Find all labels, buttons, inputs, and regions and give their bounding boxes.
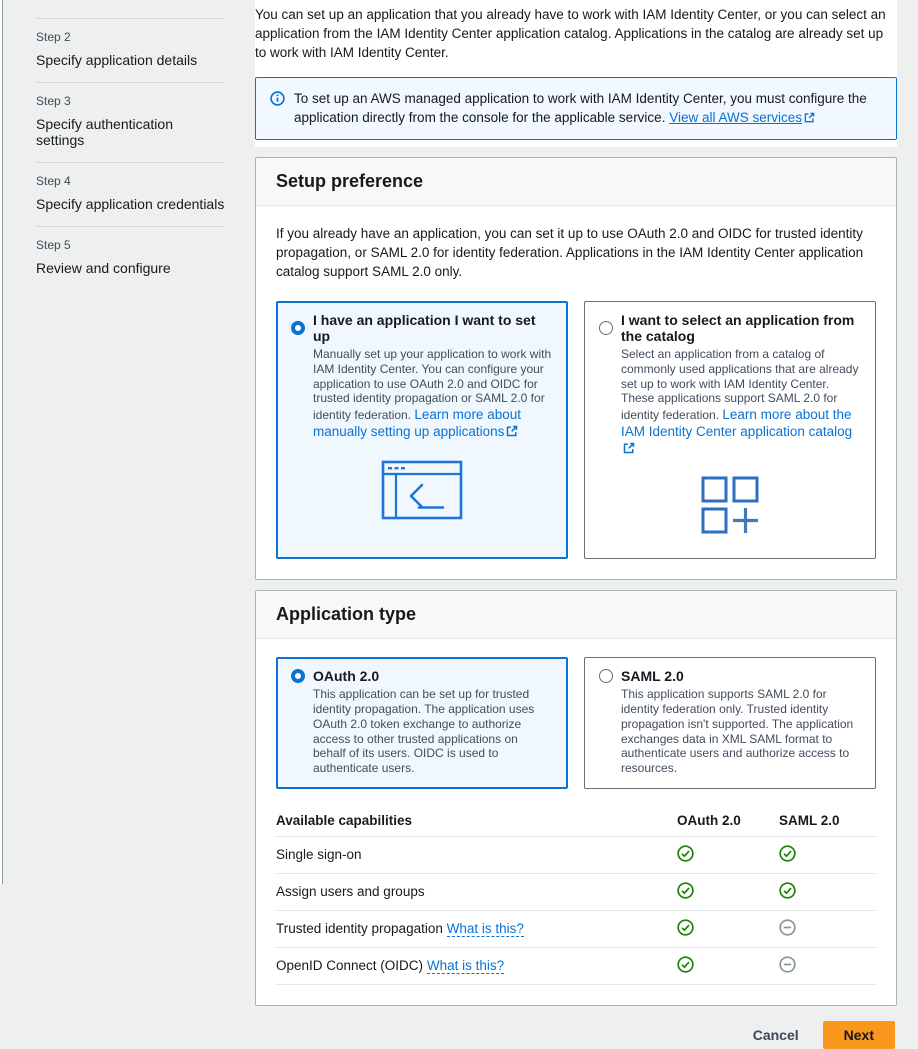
alert-text: To set up an AWS managed application to work with IAM Identity Center, you must configure the application directly from the console for the applicable service. <box>294 91 867 125</box>
check-circle-icon <box>677 919 694 939</box>
dash-circle-icon <box>779 919 796 939</box>
option-label: I have an application I want to set up <box>313 312 536 344</box>
option-label: I want to select an application from the catalog <box>621 312 855 344</box>
tile-head <box>291 668 553 684</box>
saml-support-cell <box>779 919 876 939</box>
table-row <box>276 948 876 985</box>
catalog-add-application-icon <box>691 472 769 542</box>
column-header-capabilities: Available capabilities <box>276 812 413 828</box>
sidebar-item-specify-application-details[interactable]: Specify application details <box>36 52 198 68</box>
wizard-steps-nav <box>4 0 255 1049</box>
intro-paragraph: You can set up an application that you already have to work with IAM Identity Center, or you can select an application from the IAM Identity Center application catalog. Applications in the catalog are already set up to work with IAM Identity Center. <box>255 7 886 60</box>
application-type-card <box>255 590 897 1006</box>
oauth-support-cell <box>677 919 779 939</box>
saml-support-cell <box>779 845 876 865</box>
option-tile-saml2[interactable] <box>584 657 876 789</box>
tile-head <box>291 312 553 344</box>
column-header-oauth: OAuth 2.0 <box>677 812 741 828</box>
panel-edge-divider <box>0 0 3 884</box>
oauth-support-cell <box>677 956 779 976</box>
what-is-this-link[interactable]: What is this? <box>426 958 505 974</box>
external-link-icon <box>804 109 815 128</box>
application-type-title: Application type <box>276 604 417 625</box>
check-circle-icon <box>677 845 694 865</box>
radio-unselected-icon[interactable] <box>599 669 613 683</box>
check-circle-icon <box>779 882 796 902</box>
option-tile-oauth2[interactable] <box>276 657 568 789</box>
column-header-saml: SAML 2.0 <box>779 812 840 828</box>
info-alert <box>255 77 897 140</box>
oauth-support-cell <box>677 882 779 902</box>
learn-more-manual-setup-link[interactable]: Learn more about manually setting up applications <box>313 407 521 440</box>
oauth-support-cell <box>677 845 779 865</box>
setup-preference-body <box>256 206 896 579</box>
learn-more-catalog-link[interactable]: Learn more about the IAM Identity Center application catalog <box>621 407 852 456</box>
dash-circle-icon <box>779 956 796 976</box>
check-circle-icon <box>779 845 796 865</box>
intro-section <box>255 0 897 147</box>
alert-message <box>294 89 882 128</box>
step-number: Step 3 <box>36 94 71 108</box>
view-all-aws-services-link[interactable]: View all AWS services <box>669 110 815 125</box>
setup-preference-header <box>256 158 896 206</box>
setup-preference-options <box>276 301 876 559</box>
sidebar-step-5 <box>36 227 225 290</box>
step-number: Step 4 <box>36 174 71 188</box>
next-button[interactable]: Next <box>823 1021 895 1049</box>
radio-selected-icon[interactable] <box>291 669 305 683</box>
sidebar-step-3 <box>36 83 225 162</box>
saml-support-cell <box>779 882 876 902</box>
sidebar-step-2 <box>36 19 225 82</box>
step-number: Step 2 <box>36 30 71 44</box>
setup-preference-title: Setup preference <box>276 171 424 191</box>
sidebar-item-specify-application-credentials[interactable]: Specify application credentials <box>36 196 225 212</box>
capability-label: Assign users and groups <box>276 884 425 900</box>
option-tile-have-application[interactable] <box>276 301 568 559</box>
what-is-this-link[interactable]: What is this? <box>446 921 524 937</box>
capabilities-table <box>276 805 876 985</box>
option-tile-select-from-catalog[interactable] <box>584 301 876 559</box>
option-label: SAML 2.0 <box>621 668 684 685</box>
option-description: This application can be set up for trusted identity propagation. The application uses OAuth 2.0 token exchange to authorize access to other trusted applications on behalf of its users. OIDC is used to authenticate users. <box>313 687 535 776</box>
tile-head <box>599 312 861 344</box>
option-description: Select an application from a catalog of commonly used applications that are already set up to work with IAM Identity Center. These applications support SAML 2.0 for identity federation. Learn more about the IAM Identity Center application catalog <box>621 347 861 458</box>
option-description: Manually set up your application to work with IAM Identity Center. You can configure your application to use OAuth 2.0 and OIDC for trusted identity propagation or SAML 2.0 for identity federation. Learn more about manually setting up applications <box>313 347 552 440</box>
manual-setup-browser-code-icon <box>377 455 467 525</box>
tile-head <box>599 668 861 684</box>
setup-preference-card <box>255 157 897 580</box>
external-link-icon <box>623 441 635 458</box>
capability-label: Trusted identity propagation What is this? <box>276 921 524 937</box>
sidebar-item-review-and-configure[interactable]: Review and configure <box>36 260 171 276</box>
step-number: Step 5 <box>36 238 71 252</box>
wizard-footer <box>255 1021 897 1049</box>
application-type-header <box>256 591 896 639</box>
table-row <box>276 911 876 948</box>
external-link-icon <box>506 424 518 441</box>
application-type-options <box>276 657 876 789</box>
wizard-content <box>255 0 897 1049</box>
application-type-body <box>256 639 896 1005</box>
table-row <box>276 837 876 874</box>
table-row <box>276 874 876 911</box>
setup-preference-description: If you already have an application, you can set it up to use OAuth 2.0 and OIDC for trusted identity propagation, or SAML 2.0 for identity federation. Applications in the IAM Identity Center application catalog support SAML 2.0 only. <box>276 226 864 279</box>
radio-unselected-icon[interactable] <box>599 321 613 335</box>
check-circle-icon <box>677 956 694 976</box>
sidebar-step-4 <box>36 163 225 226</box>
sidebar-item-specify-authentication-settings[interactable]: Specify authentication settings <box>36 116 173 148</box>
info-icon <box>270 91 285 128</box>
option-description: This application supports SAML 2.0 for identity federation only. Trusted identity propagation isn't supported. The application exchanges data in XML SAML format to authenticate users and authorize access to resources. <box>621 687 854 776</box>
capabilities-header-row <box>276 805 876 837</box>
saml-support-cell <box>779 956 876 976</box>
radio-selected-icon[interactable] <box>291 321 305 335</box>
check-circle-icon <box>677 882 694 902</box>
capability-label: Single sign-on <box>276 847 362 863</box>
option-label: OAuth 2.0 <box>313 668 380 685</box>
cancel-button[interactable]: Cancel <box>752 1026 799 1043</box>
capability-label: OpenID Connect (OIDC) What is this? <box>276 958 505 974</box>
